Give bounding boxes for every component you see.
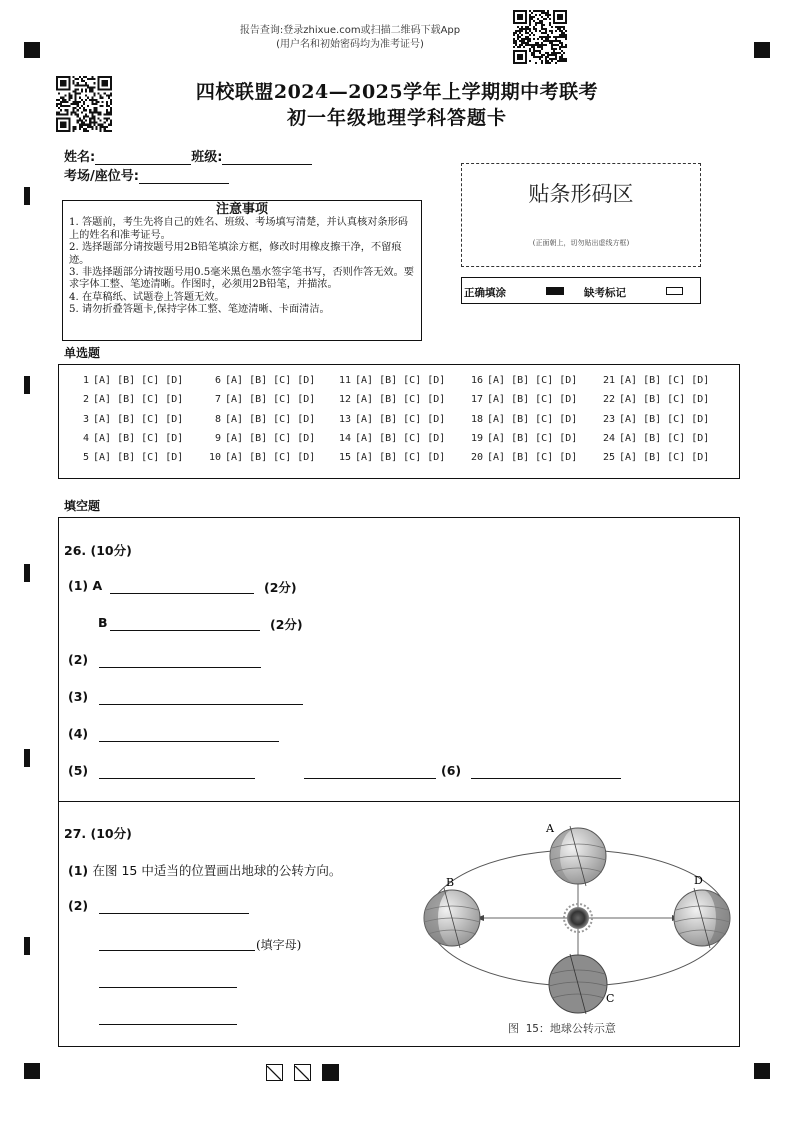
q26-part1a-answer-line[interactable]: [110, 593, 254, 594]
mc-question-22[interactable]: [599, 394, 709, 405]
mc-option-bubbles[interactable]: [A] [B] [C] [D]: [355, 375, 446, 386]
mc-question-8[interactable]: [205, 414, 315, 425]
mc-question-21[interactable]: [599, 375, 709, 386]
mc-question-9[interactable]: [205, 433, 315, 444]
correct-fill-label: 正确填涂: [464, 287, 506, 299]
exam-subtitle: 初一年级地理学科答题卡: [286, 107, 507, 129]
mc-question-number: 5: [82, 452, 89, 464]
mc-question-25[interactable]: [599, 452, 709, 463]
mc-question-3[interactable]: [73, 414, 183, 425]
mc-option-bubbles[interactable]: [A] [B] [C] [D]: [619, 452, 710, 464]
mc-question-12[interactable]: [335, 394, 445, 405]
figure-label-b: B: [446, 876, 455, 889]
mc-section-title: 单选题: [64, 346, 101, 360]
name-label: 姓名:: [64, 150, 96, 165]
mc-question-number: 3: [82, 413, 89, 425]
mc-option-bubbles[interactable]: [A] [B] [C] [D]: [225, 413, 316, 425]
q26-part1b-points: (2分): [270, 617, 303, 632]
mc-question-19[interactable]: [467, 433, 577, 444]
earth-position-a: [550, 826, 606, 886]
timing-mark: [24, 749, 30, 767]
q27-part1: [68, 861, 341, 879]
mc-question-number: 24: [602, 432, 615, 444]
report-query-note: [190, 24, 510, 52]
figure-caption: 图 15：地球公转示意: [508, 1022, 616, 1035]
q27-part1-label: (1): [68, 863, 89, 878]
mc-option-bubbles[interactable]: [A] [B] [C] [D]: [355, 452, 446, 464]
mc-question-number: 21: [602, 375, 615, 386]
mc-question-number: 22: [602, 394, 615, 406]
mc-question-5[interactable]: [73, 452, 183, 463]
mc-option-bubbles[interactable]: [A] [B] [C] [D]: [487, 432, 578, 444]
q27-points: (10分): [90, 826, 132, 841]
mc-question-number: 7: [214, 394, 221, 406]
mc-option-bubbles[interactable]: [A] [B] [C] [D]: [619, 413, 710, 425]
mc-question-16[interactable]: [467, 375, 577, 386]
mc-question-number: 23: [602, 413, 615, 425]
mc-option-bubbles[interactable]: [A] [B] [C] [D]: [225, 452, 316, 464]
barcode-area-hint: (正面朝上，切勿贴出虚线方框): [532, 239, 630, 247]
mc-question-number: 19: [470, 432, 483, 444]
q26-part2-answer-line[interactable]: [99, 667, 261, 668]
mc-option-bubbles[interactable]: [A] [B] [C] [D]: [487, 375, 578, 386]
q26-part1b-answer-line[interactable]: [110, 630, 260, 631]
mc-question-7[interactable]: [205, 394, 315, 405]
mc-answer-grid: [58, 364, 740, 479]
mc-question-number: 12: [338, 394, 351, 406]
registration-mark-bottom-left: [24, 1063, 40, 1079]
absent-mark-label: 缺考标记: [584, 287, 626, 299]
timing-mark: [24, 937, 30, 955]
registration-mark-bottom-right: [754, 1063, 770, 1079]
exam-title: 四校联盟2024—2025学年上学期期中考联考: [195, 81, 599, 103]
earth-position-b: [424, 888, 480, 948]
q26-points: (10分): [90, 543, 132, 558]
mc-question-20[interactable]: [467, 452, 577, 463]
mc-question-number: 8: [214, 413, 221, 425]
question-divider: [58, 801, 740, 802]
earth-revolution-figure[interactable]: [418, 814, 734, 1042]
q26-part1b-label: B: [98, 615, 108, 630]
mc-question-number: 6: [214, 375, 221, 386]
mc-question-number: 18: [470, 413, 483, 425]
page-code-mark-empty: [294, 1064, 311, 1081]
q27-fill-letter-hint: (填字母): [256, 938, 302, 952]
q26-part3-label: (3): [68, 689, 89, 704]
fill-section-title: 填空题: [64, 499, 101, 513]
mc-option-bubbles[interactable]: [A] [B] [C] [D]: [93, 375, 184, 386]
mc-option-bubbles[interactable]: [A] [B] [C] [D]: [225, 432, 316, 444]
student-info-row-1: [64, 146, 312, 165]
mc-question-number: 16: [470, 375, 483, 386]
notice-item: 1. 答题前，考生先将自己的姓名、班级、考场填写清楚，并认真核对条形码上的姓名和准考证号。: [69, 217, 408, 241]
timing-mark: [24, 564, 30, 582]
mc-question-4[interactable]: [73, 433, 183, 444]
q27-heading: [64, 824, 132, 842]
q26-part4-answer-line[interactable]: [99, 741, 279, 742]
earth-position-d: [674, 888, 730, 948]
mc-question-number: 20: [470, 452, 483, 464]
mc-question-14[interactable]: [335, 433, 445, 444]
q27-part2-answer-line-3[interactable]: [99, 987, 237, 988]
mc-option-bubbles[interactable]: [A] [B] [C] [D]: [225, 394, 316, 406]
q26-heading: [64, 541, 132, 559]
mc-question-number: 1: [82, 375, 89, 386]
notice-title: 注意事项: [215, 202, 268, 217]
mc-question-number: 4: [82, 432, 89, 444]
class-field[interactable]: [222, 151, 312, 165]
q27-number: 27.: [64, 826, 87, 841]
mc-question-6[interactable]: [205, 375, 315, 386]
registration-mark-top-right: [754, 42, 770, 58]
mc-question-11[interactable]: [335, 375, 445, 386]
mc-option-bubbles[interactable]: [A] [B] [C] [D]: [225, 375, 316, 386]
figure-label-a: A: [546, 822, 554, 835]
mc-question-24[interactable]: [599, 433, 709, 444]
mc-option-bubbles[interactable]: [A] [B] [C] [D]: [619, 432, 710, 444]
page-code-mark-filled: [322, 1064, 339, 1081]
mc-question-number: 14: [338, 432, 351, 444]
mc-option-bubbles[interactable]: [A] [B] [C] [D]: [487, 413, 578, 425]
mc-question-18[interactable]: [467, 414, 577, 425]
notice-item: 3. 非选择题部分请按题号用0.5毫米黑色墨水签字笔书写，否则作答无效。要求字体工整、笔迹清晰。作图时，必须用2B铅笔，并描浓。: [69, 267, 414, 291]
figure-label-d: D: [694, 874, 703, 887]
mc-question-2[interactable]: [73, 394, 183, 405]
mc-option-bubbles[interactable]: [A] [B] [C] [D]: [93, 432, 184, 444]
sun-icon: [567, 907, 589, 929]
mc-option-bubbles[interactable]: [A] [B] [C] [D]: [93, 413, 184, 425]
registration-mark-top-left: [24, 42, 40, 58]
q26-part5-answer-line-1[interactable]: [99, 778, 255, 779]
mc-question-15[interactable]: [335, 452, 445, 463]
mc-option-bubbles[interactable]: [A] [B] [C] [D]: [487, 452, 578, 464]
mc-question-17[interactable]: [467, 394, 577, 405]
mc-option-bubbles[interactable]: [A] [B] [C] [D]: [355, 432, 446, 444]
seat-label: 考场/座位号:: [64, 169, 139, 184]
notice-item: 2. 选择题部分请按题号用2B铅笔填涂方框，修改时用橡皮擦干净，不留痕迹。: [69, 242, 402, 266]
mc-question-1[interactable]: [73, 375, 183, 386]
mc-question-10[interactable]: [205, 452, 315, 463]
q27-part2-answer-line-1[interactable]: [99, 913, 249, 914]
figure-label-c: C: [606, 992, 615, 1005]
mc-option-bubbles[interactable]: [A] [B] [C] [D]: [93, 394, 184, 406]
q26-part1a-label: (1) A: [68, 578, 103, 593]
q26-part1a-points: (2分): [264, 580, 297, 595]
page-code-mark-empty: [266, 1064, 283, 1081]
q26-part3-answer-line[interactable]: [99, 704, 303, 705]
mc-option-bubbles[interactable]: [A] [B] [C] [D]: [93, 452, 184, 464]
mc-option-bubbles[interactable]: [A] [B] [C] [D]: [355, 413, 446, 425]
q26-part5-label: (5): [68, 763, 89, 778]
mc-question-number: 10: [208, 452, 221, 464]
q27-part2-answer-line-4[interactable]: [99, 1024, 237, 1025]
notice-box: [62, 200, 422, 341]
mc-question-number: 9: [214, 432, 221, 444]
q26-part6-answer-line[interactable]: [471, 778, 621, 779]
mc-question-number: 25: [602, 452, 615, 464]
mc-question-number: 2: [82, 394, 89, 406]
mc-option-bubbles[interactable]: [A] [B] [C] [D]: [619, 375, 710, 386]
mc-question-number: 15: [338, 452, 351, 464]
report-query-line2: (用户名和初始密码均为准考证号): [276, 39, 424, 50]
class-label: 班级:: [191, 150, 223, 165]
mc-question-number: 13: [338, 413, 351, 425]
mc-question-number: 11: [338, 375, 351, 386]
mc-question-number: 17: [470, 394, 483, 406]
q26-part4-label: (4): [68, 726, 89, 741]
absent-mark-checkbox[interactable]: [666, 287, 683, 295]
timing-mark: [24, 376, 30, 394]
mc-option-bubbles[interactable]: [A] [B] [C] [D]: [619, 394, 710, 406]
seat-field[interactable]: [139, 170, 229, 184]
q26-part2-label: (2): [68, 652, 89, 667]
mc-option-bubbles[interactable]: [A] [B] [C] [D]: [355, 394, 446, 406]
notice-item: 5. 请勿折叠答题卡,保持字体工整、笔迹清晰、卡面清洁。: [69, 304, 330, 316]
correct-fill-sample: [546, 287, 564, 295]
app-download-qr-code[interactable]: [513, 10, 567, 64]
barcode-area-label: 贴条形码区: [528, 182, 634, 206]
mc-option-bubbles[interactable]: [A] [B] [C] [D]: [487, 394, 578, 406]
name-field[interactable]: [95, 151, 191, 165]
report-query-line1: 报告查询:登录zhixue.com或扫描二维码下载App: [239, 25, 461, 36]
q26-number: 26.: [64, 543, 87, 558]
q27-part2-answer-line-2[interactable]: [99, 950, 255, 951]
q26-part5-answer-line-2[interactable]: [304, 778, 436, 779]
mc-question-23[interactable]: [599, 414, 709, 425]
barcode-area[interactable]: [461, 163, 701, 267]
q27-part2-label: (2): [68, 898, 89, 913]
timing-mark: [24, 187, 30, 205]
mc-question-13[interactable]: [335, 414, 445, 425]
q27-part1-text: 在图 15 中适当的位置画出地球的公转方向。: [92, 863, 342, 878]
fill-key-box: [461, 277, 701, 304]
student-info-row-2: [64, 165, 229, 184]
earth-position-c: [549, 954, 607, 1014]
q26-part6-label: (6): [441, 763, 462, 778]
notice-item: 4. 在草稿纸、试题卷上答题无效。: [69, 291, 225, 303]
